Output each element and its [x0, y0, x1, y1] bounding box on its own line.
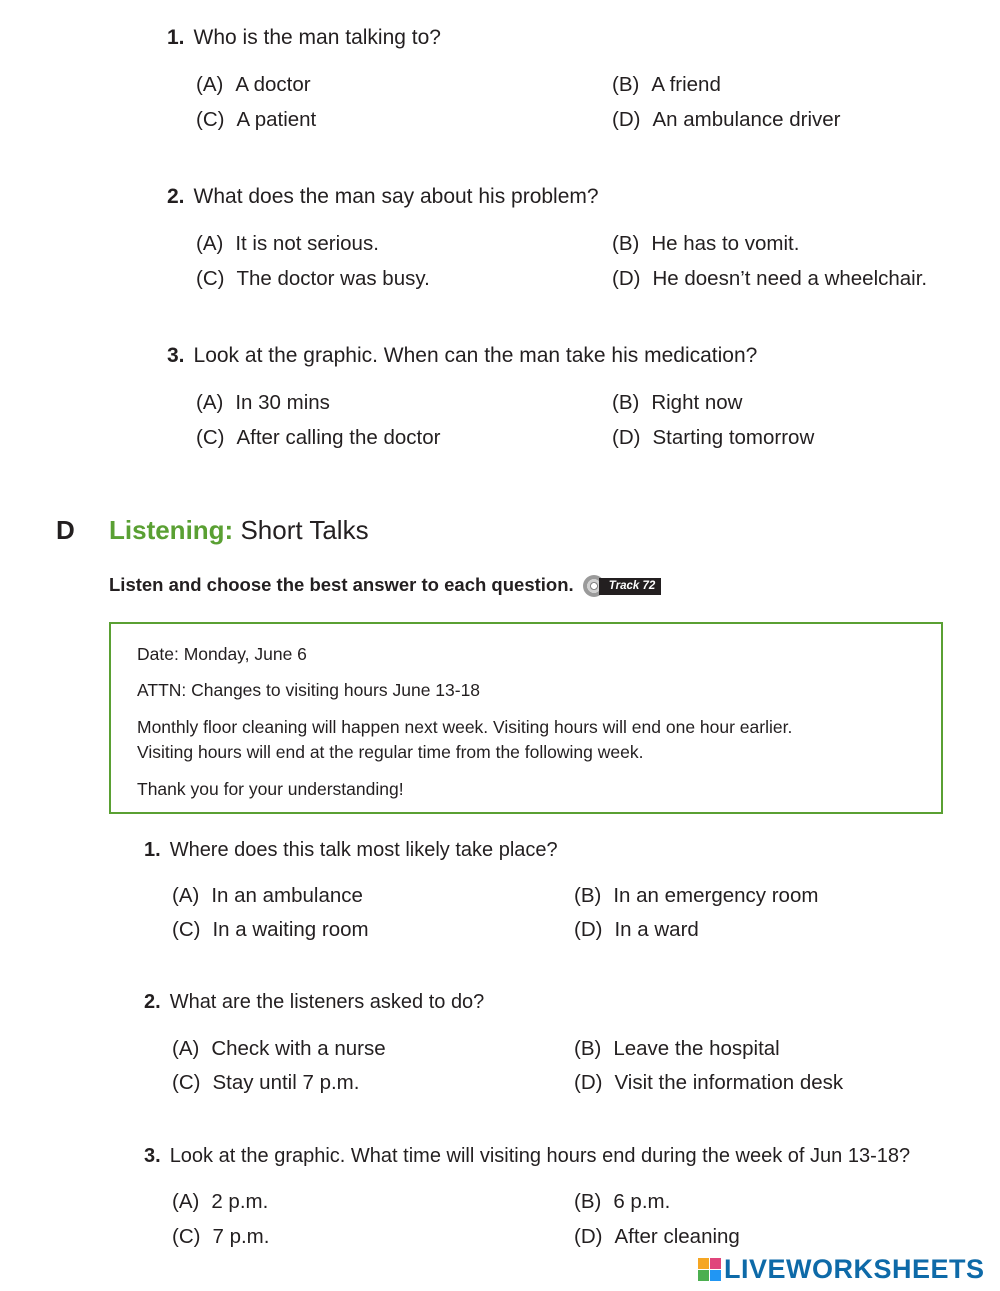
- question-label: Who is the man talking to?: [193, 26, 441, 49]
- question-number: 1.: [144, 839, 161, 861]
- option-c[interactable]: [196, 108, 316, 132]
- notice-body-line-2: Visiting hours will end at the regular time from the following week.: [137, 742, 644, 762]
- option-letter: (A): [172, 1037, 200, 1060]
- instruction-text: Listen and choose the best answer to each question.: [109, 574, 574, 595]
- option-letter: (A): [196, 73, 224, 96]
- option-letter: (C): [196, 267, 225, 290]
- track-label: Track 72: [599, 578, 661, 595]
- option-letter: (B): [612, 391, 640, 414]
- question-text: [167, 185, 599, 209]
- option-c[interactable]: [172, 918, 369, 942]
- question-text: [144, 1145, 910, 1168]
- option-letter: (D): [574, 1225, 603, 1248]
- option-b[interactable]: [574, 884, 818, 908]
- option-letter: (A): [196, 391, 224, 414]
- option-d[interactable]: [612, 267, 927, 291]
- question-label: What are the listeners asked to do?: [169, 991, 485, 1013]
- option-text: He doesn’t need a wheelchair.: [652, 267, 928, 290]
- option-d[interactable]: [574, 1225, 740, 1249]
- option-b[interactable]: [574, 1190, 670, 1214]
- option-text: It is not serious.: [235, 232, 379, 255]
- notice-attn: ATTN: Changes to visiting hours June 13-18: [137, 680, 481, 700]
- question-number: 3.: [144, 1145, 161, 1167]
- option-text: In an emergency room: [613, 884, 819, 907]
- option-c[interactable]: [196, 267, 430, 291]
- option-b[interactable]: [612, 391, 743, 415]
- section-letter: D: [56, 515, 75, 545]
- option-letter: (D): [612, 108, 641, 131]
- question-number: 2.: [144, 991, 161, 1013]
- option-text: In 30 mins: [235, 391, 330, 414]
- option-a[interactable]: [172, 1037, 386, 1061]
- option-d[interactable]: [612, 426, 814, 450]
- option-text: A patient: [236, 108, 317, 131]
- option-letter: (A): [172, 884, 200, 907]
- option-letter: (D): [574, 918, 603, 941]
- notice-thanks: Thank you for your understanding!: [137, 779, 404, 799]
- option-text: In a ward: [614, 918, 699, 941]
- question-label: Where does this talk most likely take place?: [169, 839, 558, 861]
- option-text: 2 p.m.: [211, 1190, 269, 1213]
- option-letter: (A): [196, 232, 224, 255]
- cube-blue: [710, 1270, 721, 1281]
- option-letter: (C): [196, 108, 225, 131]
- logo-text: LIVEWORKSHEETS: [724, 1254, 985, 1284]
- option-text: Right now: [651, 391, 743, 414]
- option-a[interactable]: [172, 884, 363, 908]
- option-letter: (D): [574, 1071, 603, 1094]
- option-a[interactable]: [196, 73, 311, 97]
- question-text: [144, 991, 484, 1014]
- instruction: [109, 574, 661, 597]
- cube-green: [698, 1270, 709, 1281]
- option-text: Starting tomorrow: [652, 426, 815, 449]
- cube-orange: [698, 1258, 709, 1269]
- option-d[interactable]: [574, 918, 699, 942]
- option-letter: (C): [172, 1071, 201, 1094]
- option-text: A friend: [651, 73, 721, 96]
- section-title-rest: Short Talks: [240, 515, 369, 545]
- option-a[interactable]: [196, 391, 330, 415]
- option-d[interactable]: [574, 1071, 843, 1095]
- question-text: [167, 26, 441, 50]
- option-text: After cleaning: [614, 1225, 740, 1248]
- option-a[interactable]: [196, 232, 379, 256]
- track-badge[interactable]: [583, 575, 661, 597]
- option-c[interactable]: [196, 426, 440, 450]
- option-text: In a waiting room: [212, 918, 369, 941]
- option-letter: (C): [172, 1225, 201, 1248]
- notice-box: [109, 622, 943, 814]
- option-b[interactable]: [612, 73, 721, 97]
- option-letter: (D): [612, 426, 641, 449]
- option-letter: (C): [196, 426, 225, 449]
- option-text: 7 p.m.: [212, 1225, 270, 1248]
- option-letter: (B): [612, 73, 640, 96]
- option-letter: (C): [172, 918, 201, 941]
- notice-date: Date: Monday, June 6: [137, 644, 307, 664]
- option-c[interactable]: [172, 1225, 269, 1249]
- option-text: After calling the doctor: [236, 426, 441, 449]
- question-number: 2.: [167, 185, 185, 208]
- option-text: He has to vomit.: [651, 232, 800, 255]
- cube-pink: [710, 1258, 721, 1269]
- question-text: [167, 344, 757, 368]
- option-text: In an ambulance: [211, 884, 363, 907]
- section-title: [109, 515, 369, 546]
- option-letter: (B): [612, 232, 640, 255]
- option-text: The doctor was busy.: [236, 267, 430, 290]
- section-title-highlight: Listening:: [109, 515, 234, 545]
- option-text: Leave the hospital: [613, 1037, 780, 1060]
- option-letter: (B): [574, 1190, 602, 1213]
- question-text: [144, 839, 558, 862]
- option-text: A doctor: [235, 73, 311, 96]
- option-a[interactable]: [172, 1190, 268, 1214]
- option-text: Check with a nurse: [211, 1037, 386, 1060]
- option-b[interactable]: [612, 232, 799, 256]
- question-number: 1.: [167, 26, 185, 49]
- option-text: An ambulance driver: [652, 108, 841, 131]
- logo-cubes-icon: [698, 1258, 721, 1281]
- question-label: Look at the graphic. When can the man take his medication?: [193, 344, 758, 367]
- option-letter: (B): [574, 1037, 602, 1060]
- notice-body-line-1: Monthly floor cleaning will happen next week. Visiting hours will end one hour earlier.: [137, 717, 793, 737]
- option-c[interactable]: [172, 1071, 359, 1095]
- option-text: Stay until 7 p.m.: [212, 1071, 360, 1094]
- option-letter: (A): [172, 1190, 200, 1213]
- question-label: What does the man say about his problem?: [193, 185, 599, 208]
- option-text: Visit the information desk: [614, 1071, 844, 1094]
- question-number: 3.: [167, 344, 185, 367]
- option-d[interactable]: [612, 108, 840, 132]
- option-b[interactable]: [574, 1037, 780, 1061]
- liveworksheets-logo: [698, 1254, 985, 1285]
- question-label: Look at the graphic. What time will visiting hours end during the week of Jun 13-18?: [169, 1145, 911, 1167]
- option-letter: (B): [574, 884, 602, 907]
- option-letter: (D): [612, 267, 641, 290]
- option-text: 6 p.m.: [613, 1190, 671, 1213]
